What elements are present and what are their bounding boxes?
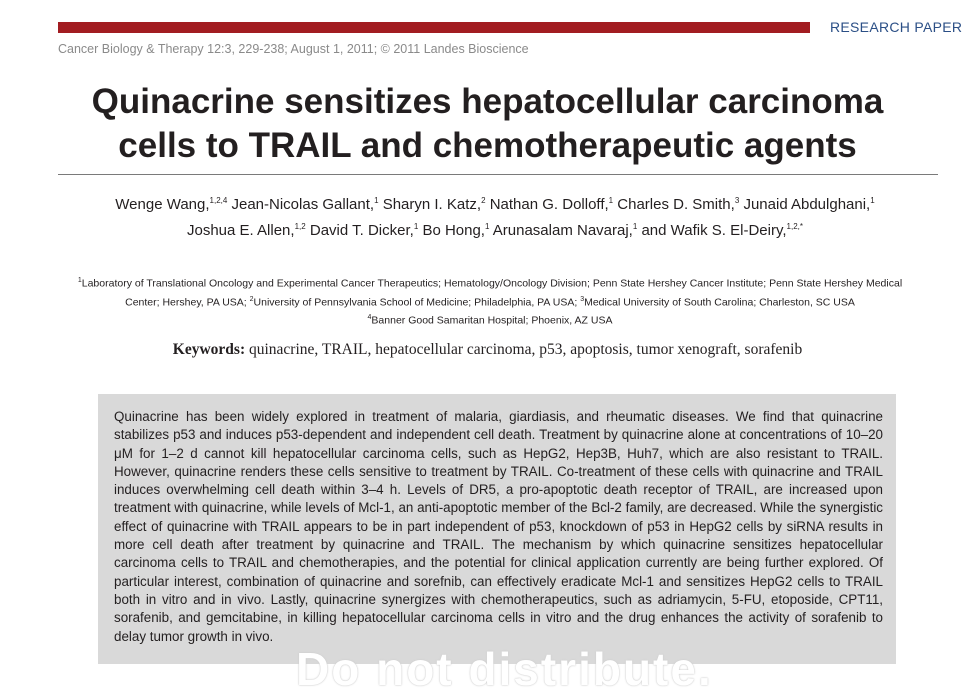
author-line-2 [60,216,930,242]
affiliation-sup: 3 [580,295,585,303]
affiliation-block-2 [60,310,920,329]
author [641,222,803,239]
watermark: Do not distribute. [296,643,713,695]
author [310,222,418,239]
affiliation-sup: 4 [367,314,372,321]
author-line-1 [60,190,930,216]
author-name: Jean-Nicolas Gallant, [231,196,375,213]
author [115,196,227,213]
author-affiliation-sup: 2 [481,196,486,205]
paper-title [0,80,975,168]
author-affiliation-sup: 1,2,* [786,222,803,231]
section-label: RESEARCH PAPER [830,19,963,35]
author-name: Wenge Wang, [115,196,210,213]
abstract-text: Quinacrine has been widely explored in treatment of malaria, giardiasis, and rheumatic diseases. We find that quinacrine stabilizes p53 and induces p53-dependent and independent cell death. Treatment by quinacrine alone at concentrations of 10–20 μM for 1–2 d cannot kill hepatocellular carcinoma cells, such as HepG2, Hep3B, Huh7, which are also resistant to TRAIL. However, quinacrine renders these cells sensitive to treatment by TRAIL. Co-treatment of these cells with quinacrine and TRAIL induces overwhelming cell death within 3–4 h. Levels of DR5, a pro-apoptotic death receptor of TRAIL, are increased upon treatment with quinacrine, while levels of Mcl-1, an anti-apoptotic member of the Bcl-2 family, are decreased. While the synergistic effect of quinacrine with TRAIL appears to be in part independent of p53, knockdown of p53 in HepG2 cells by siRNA results in more cell death after treatment by quinacrine and TRAIL. The mechanism by which quinacrine sensitizes hepatocellular carcinoma cells to TRAIL and chemotherapies, and the potential for clinical application currently are being further explored. Of particular interest, combination of quinacrine and sorefnib, can effectively eradicate Mcl-1 and sensitizes HepG2 cells to TRAIL both in vitro and in vivo. Lastly, quinacrine synergizes with chemotherapeutics, such as adriamycin, 5-FU, etoposide, CPT11, sorafenib, and gemcitabine, in killing hepatocellular carcinoma cells in vitro and the drug enhances the activity of sorafenib to delay tumor growth in vivo. [114,409,883,644]
author-affiliation-sup: 3 [734,196,740,205]
author-name: and Wafik S. El-Deiry, [641,222,787,239]
author-affiliation-sup: 1 [484,222,490,231]
title-line-2: cells to TRAIL and chemotherapeutic agents [118,126,857,165]
author-name: David T. Dicker, [309,222,414,239]
author-list [60,190,930,242]
affiliation-block [60,273,920,310]
keywords-list: quinacrine, TRAIL, hepatocellular carcinoma, p53, apoptosis, tumor xenograft, sorafenib [248,341,803,358]
author-name: Bo Hong, [422,222,485,239]
affiliation-1: Laboratory of Translational Oncology and Experimental Cancer Therapeutics; Hematology/Oncology Division; Penn State Hershey Cancer Institute; Penn State Hershey Medical Center; Hershey, PA USA; [81,277,903,308]
affiliation-4: Banner Good Samaritan Hospital; Phoenix, AZ USA [371,314,613,327]
author [383,196,486,213]
author-affiliation-sup: 1 [608,196,614,205]
affiliation-3: Medical University of South Carolina; Charleston, SC USA [584,296,855,308]
author-affiliation-sup: 1 [870,196,875,205]
title-divider [58,174,938,175]
keywords-label: Keywords: [172,341,246,358]
author [617,196,739,213]
journal-citation: Cancer Biology & Therapy 12:3, 229-238; August 1, 2011; © 2011 Landes Bioscience [58,42,529,56]
author-name: Joshua E. Allen, [187,222,295,239]
affiliation-2: University of Pennsylvania School of Medicine; Philadelphia, PA USA; [253,296,578,308]
author [493,222,638,239]
author [422,222,489,239]
author-affiliation-sup: 1 [413,222,419,231]
author-affiliation-sup: 1,2 [294,222,306,231]
author [490,196,613,213]
header-color-bar [58,22,810,33]
author-name: Nathan G. Dolloff, [489,196,609,213]
author [743,196,874,213]
author-affiliation-sup: 1 [374,196,379,205]
author-name: Junaid Abdulghani, [743,196,871,213]
affiliations [60,273,920,329]
author [187,222,306,239]
author-name: Sharyn I. Katz, [382,196,482,213]
keywords [0,341,975,359]
author-affiliation-sup: 1,2,4 [209,196,228,205]
abstract-box [98,394,896,664]
author-affiliation-sup: 1 [632,222,638,231]
author-name: Charles D. Smith, [617,196,735,213]
affiliation-sup: 1 [77,277,82,284]
affiliation-sup: 2 [249,295,254,303]
author [231,196,378,213]
author-name: Arunasalam Navaraj, [492,222,633,239]
title-line-1: Quinacrine sensitizes hepatocellular carcinoma [91,82,884,121]
